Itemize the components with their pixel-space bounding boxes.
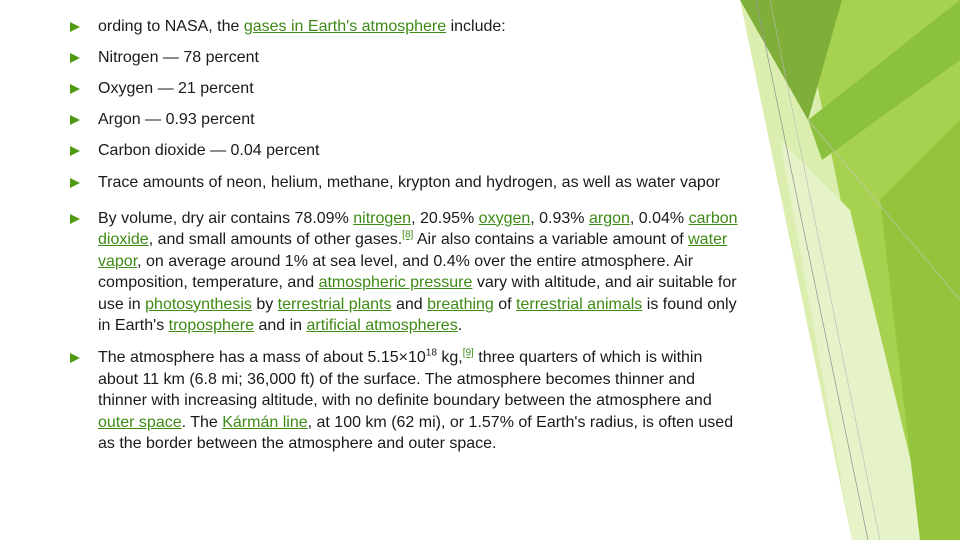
text-segment: Trace amounts of neon, helium, methane, krypton and hydrogen, as well as water vapor — [98, 174, 720, 191]
facet-mid-1 — [800, 0, 960, 540]
text-segment: , at 100 km (62 mi), or 1.57% of Earth's radius, is often used as the border between the atmosphere and outer space. — [98, 413, 734, 452]
text-link[interactable]: atmospheric pressure — [318, 274, 473, 291]
superscript-text: 18 — [425, 347, 437, 359]
bullet-list — [66, 16, 742, 455]
text-segment: , 0.04% — [629, 209, 689, 227]
text-link[interactable]: breathing — [427, 295, 494, 313]
superscript — [402, 230, 413, 241]
text-segment: , 0.93% — [530, 209, 589, 227]
text-segment: By volume, dry air contains 78.09% — [98, 209, 354, 227]
text-link[interactable]: nitrogen — [353, 209, 412, 227]
text-segment: and in — [254, 317, 307, 334]
text-segment: . The — [181, 413, 223, 431]
superscript — [426, 348, 437, 359]
text-segment: ording to NASA, the — [98, 18, 244, 35]
bullet-item — [66, 140, 742, 162]
text-segment: include: — [446, 18, 506, 35]
text-segment: . — [457, 317, 463, 334]
text-link[interactable]: terrestrial plants — [277, 295, 392, 313]
text-segment: Argon — 0.93 percent — [98, 111, 255, 128]
text-segment: , and small amounts of other gases. — [148, 231, 403, 248]
facet-light-1 — [740, 0, 960, 540]
text-link[interactable]: Kármán line — [222, 413, 308, 431]
text-segment: Carbon dioxide — 0.04 percent — [98, 142, 320, 159]
text-link[interactable]: artificial atmospheres — [306, 317, 458, 334]
text-segment: Nitrogen — 78 percent — [98, 49, 259, 66]
facet-light-2 — [808, 0, 960, 160]
text-segment: kg, — [436, 349, 463, 366]
text-link[interactable]: water vapor — [98, 231, 728, 270]
bullet-item — [66, 78, 742, 100]
text-segment: three quarters of which is within about 11 km (6.8 mi; 36,000 ft) of the surface. The atmosphere becomes thinner and thinner with increasing altitude, with no definite boundary between the atmosphere and — [98, 349, 712, 409]
text-link[interactable]: outer space — [98, 413, 182, 431]
citation-link[interactable]: [9] — [462, 347, 474, 359]
text-segment: vary with altitude, and air suitable for use in — [98, 274, 737, 313]
text-segment: and — [391, 295, 428, 313]
bullet-item — [66, 16, 742, 38]
text-segment: , 20.95% — [411, 209, 479, 227]
text-segment: The atmosphere has a mass of about 5.15×10 — [98, 349, 426, 366]
bullet-item — [66, 208, 742, 337]
text-segment: Oxygen — 21 percent — [98, 80, 254, 97]
citation-link[interactable]: [8] — [402, 229, 414, 241]
text-segment: Air also contains a variable amount of — [413, 231, 689, 248]
facet-mid-2 — [880, 120, 960, 540]
facet-pale-1 — [780, 140, 930, 540]
facet-line-3 — [808, 120, 960, 300]
bullet-item — [66, 47, 742, 69]
text-segment: by — [251, 295, 278, 313]
bullet-item — [66, 172, 742, 194]
facet-line-1 — [756, 0, 868, 540]
text-segment: is found only in Earth's — [98, 295, 737, 334]
text-link[interactable]: argon — [588, 209, 630, 227]
text-link[interactable]: photosynthesis — [145, 295, 252, 313]
superscript — [463, 348, 474, 359]
text-link[interactable]: troposphere — [168, 317, 255, 334]
facet-dark-1 — [740, 0, 842, 120]
bullet-item — [66, 347, 742, 455]
text-segment: , on average around 1% at sea level, and 0.4% over the entire atmosphere. Air composition, temperature, and — [98, 252, 694, 291]
facet-line-2 — [770, 0, 880, 540]
bullet-item — [66, 109, 742, 131]
text-segment: of — [493, 295, 517, 313]
text-link[interactable]: oxygen — [478, 209, 531, 227]
text-link[interactable]: carbon dioxide — [98, 209, 738, 248]
text-link[interactable]: terrestrial animals — [516, 295, 643, 313]
text-link[interactable]: gases in Earth's atmosphere — [243, 18, 447, 35]
